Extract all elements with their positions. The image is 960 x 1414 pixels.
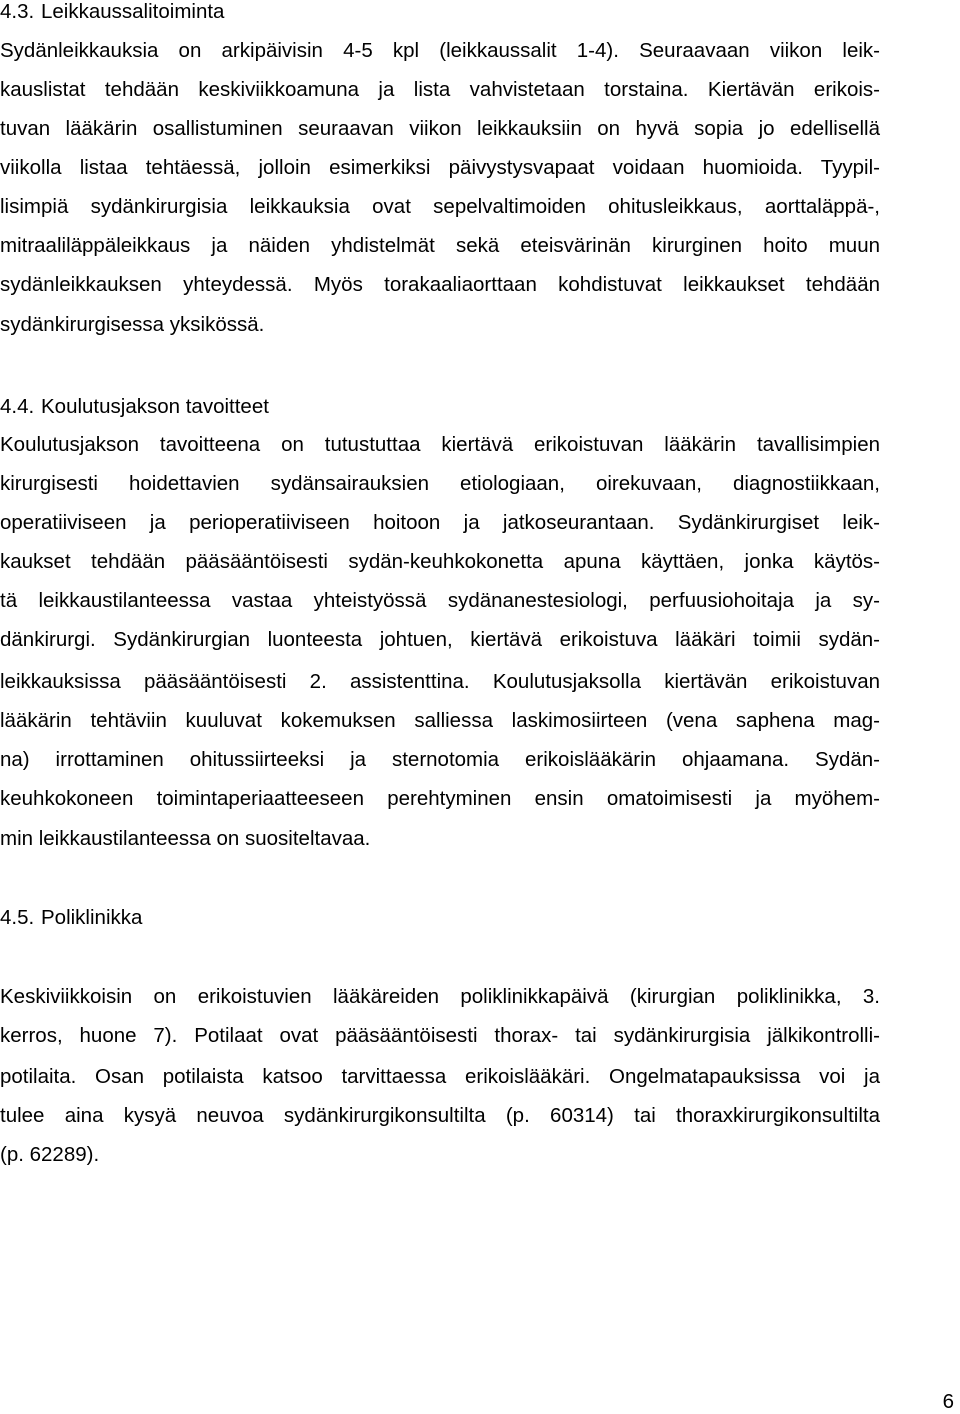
section-title: Leikkaussalitoiminta: [41, 0, 225, 23]
paragraph-line: kirurgisesti hoidettavien sydänsairauksien etiologiaan, oirekuvaan, diagnostiikkaan,: [0, 472, 880, 495]
paragraph-line: min leikkaustilanteessa on suositeltavaa.: [0, 827, 371, 850]
paragraph-line: mitraaliläppäleikkaus ja näiden yhdistelmät sekä eteisvärinän kirurginen hoito muun: [0, 234, 880, 257]
paragraph-line: Koulutusjakson tavoitteena on tutustuttaa kiertävä erikoistuvan lääkärin tavallisimpien: [0, 433, 880, 456]
paragraph-line: operatiiviseen ja perioperatiiviseen hoitoon ja jatkoseurantaan. Sydänkirurgiset leik-: [0, 511, 880, 534]
paragraph-line: tuvan lääkärin osallistuminen seuraavan viikon leikkauksiin on hyvä sopia jo edellisellä: [0, 117, 880, 140]
section-number: 4.4.: [0, 395, 35, 418]
paragraph-line: lisimpiä sydänkirurgisia leikkauksia ovat sepelvaltimoiden ohitusleikkaus, aorttaläppä-,: [0, 195, 880, 218]
paragraph-line: keuhkokoneen toimintaperiaatteeseen perehtyminen ensin omatoimisesti ja myöhem-: [0, 787, 880, 810]
section-number: 4.3.: [0, 0, 35, 23]
paragraph-line: Keskiviikkoisin on erikoistuvien lääkäreiden poliklinikkapäivä (kirurgian poliklinikka, 3.: [0, 985, 880, 1008]
section-title: Poliklinikka: [41, 906, 143, 929]
paragraph-line: sydänleikkauksen yhteydessä. Myös torakaaliaorttaan kohdistuvat leikkaukset tehdään: [0, 273, 880, 296]
paragraph-line: (p. 62289).: [0, 1143, 100, 1166]
paragraph-line: kerros, huone 7). Potilaat ovat pääsääntöisesti thorax- tai sydänkirurgisia jälkikontrolli-: [0, 1024, 880, 1047]
section-heading: [0, 0, 224, 24]
paragraph-line: lääkärin tehtäviin kuuluvat kokemuksen salliessa laskimosiirteen (vena saphena mag-: [0, 709, 880, 732]
paragraph-line: kaukset tehdään pääsääntöisesti sydän-keuhkokonetta apuna käyttäen, jonka käytös-: [0, 550, 880, 573]
paragraph-line: potilaita. Osan potilaista katsoo tarvittaessa erikoislääkäri. Ongelmatapauksissa voi ja: [0, 1065, 880, 1088]
paragraph-line: na) irrottaminen ohitussiirteeksi ja sternotomia erikoislääkärin ohjaamana. Sydän-: [0, 748, 880, 771]
section-title: Koulutusjakson tavoitteet: [41, 395, 269, 418]
paragraph-line: tä leikkaustilanteessa vastaa yhteistyössä sydänanestesiologi, perfuusiohoitaja ja sy-: [0, 589, 880, 612]
section-number: 4.5.: [0, 906, 35, 929]
paragraph-line: sydänkirurgisessa yksikössä.: [0, 313, 265, 336]
paragraph-line: kauslistat tehdään keskiviikkoamuna ja lista vahvistetaan torstaina. Kiertävän erikois-: [0, 78, 880, 101]
paragraph-line: viikolla listaa tehtäessä, jolloin esimerkiksi päivystysvapaat voidaan huomioida. Tyypil-: [0, 156, 880, 179]
paragraph-line: dänkirurgi. Sydänkirurgian luonteesta johtuen, kiertävä erikoistuva lääkäri toimii sydän-: [0, 628, 880, 651]
page-number: 6: [942, 1390, 954, 1413]
paragraph-line: tulee aina kysyä neuvoa sydänkirurgikonsultilta (p. 60314) tai thoraxkirurgikonsultilta: [0, 1104, 880, 1127]
paragraph-line: Sydänleikkauksia on arkipäivisin 4-5 kpl (leikkaussalit 1-4). Seuraavaan viikon leik-: [0, 39, 880, 62]
section-heading: [0, 395, 269, 419]
section-heading: [0, 906, 142, 930]
paragraph-line: leikkauksissa pääsääntöisesti 2. assistenttina. Koulutusjaksolla kiertävän erikoistuvan: [0, 670, 880, 693]
